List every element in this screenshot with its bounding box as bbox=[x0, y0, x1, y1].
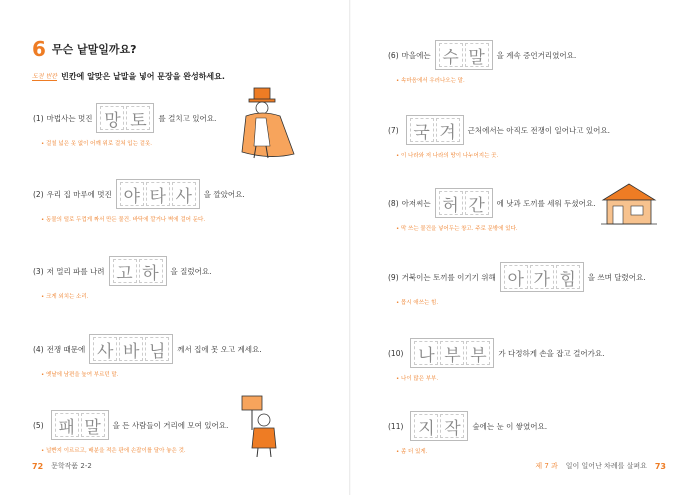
question-text-after: 을 쓰며 달렸어요. bbox=[587, 272, 646, 282]
answer-boxes[interactable] bbox=[406, 115, 464, 145]
question-number: (7) bbox=[388, 125, 399, 135]
answer-cell[interactable]: 국 bbox=[410, 118, 434, 142]
question-1 bbox=[33, 103, 216, 147]
answer-cell[interactable]: 님 bbox=[145, 337, 169, 361]
hint-text: • 속마음에서 우러나오는 말. bbox=[396, 76, 576, 84]
shed-illustration bbox=[599, 180, 659, 228]
question-number: (8) bbox=[388, 198, 399, 208]
section-title: 무슨 낱말일까요? bbox=[51, 43, 137, 56]
question-number: (11) bbox=[388, 421, 404, 431]
question-text-before: 마을에는 bbox=[401, 50, 431, 60]
answer-cell[interactable]: 지 bbox=[414, 414, 438, 438]
answer-cell[interactable]: 패 bbox=[55, 413, 79, 437]
section-header bbox=[32, 39, 137, 59]
question-text-after: 숲에는 눈 이 쌓였어요. bbox=[472, 421, 548, 431]
page-number: 73 bbox=[654, 461, 666, 471]
question-number: (6) bbox=[388, 50, 399, 60]
answer-cell[interactable]: 하 bbox=[139, 259, 163, 283]
right-page bbox=[351, 0, 700, 495]
answer-cell[interactable]: 타 bbox=[146, 182, 170, 206]
question-text-after: 께서 집에 못 오고 계세요. bbox=[177, 344, 262, 354]
question-6 bbox=[388, 40, 576, 84]
chapter-title: 일이 일어난 차례를 살펴요 bbox=[565, 462, 647, 470]
question-text-before: 마법사는 멋진 bbox=[46, 113, 93, 123]
answer-boxes[interactable] bbox=[96, 103, 154, 133]
question-8 bbox=[388, 188, 595, 232]
question-number: (9) bbox=[388, 272, 399, 282]
question-3 bbox=[33, 256, 212, 300]
instruction-tag: 도전 빈칸 bbox=[32, 72, 58, 80]
question-2 bbox=[33, 179, 245, 223]
page-number: 72 bbox=[32, 461, 44, 471]
answer-boxes[interactable] bbox=[109, 256, 167, 286]
answer-cell[interactable]: 사 bbox=[172, 182, 196, 206]
answer-cell[interactable]: 부 bbox=[440, 341, 464, 365]
answer-cell[interactable]: 부 bbox=[466, 341, 490, 365]
question-text-before: 우리 집 마루에 멋진 bbox=[46, 189, 112, 199]
answer-boxes[interactable] bbox=[410, 338, 494, 368]
answer-cell[interactable]: 간 bbox=[465, 191, 489, 215]
hint-text: • 동물의 털로 두껍게 짜서 만든 물건. 바닥에 깔거나 벽에 걸어 둔다. bbox=[41, 215, 245, 223]
answer-boxes[interactable] bbox=[51, 410, 109, 440]
question-text-before: 아저씨는 bbox=[401, 198, 431, 208]
magician-illustration bbox=[236, 86, 300, 160]
question-text-before: 거북이는 토끼를 이기기 위해 bbox=[401, 272, 496, 282]
question-number: (3) bbox=[33, 266, 44, 276]
hint-text: • 이 나라와 저 나라의 땅이 나누어지는 곳. bbox=[396, 151, 610, 159]
question-text-before: 저 멀리 파를 나려 bbox=[46, 266, 105, 276]
instruction-text: 빈칸에 알맞은 낱말을 넣어 문장을 완성하세요. bbox=[61, 72, 225, 81]
answer-cell[interactable]: 아 bbox=[504, 265, 528, 289]
question-11 bbox=[388, 411, 547, 455]
question-number: (2) bbox=[33, 189, 44, 199]
answer-boxes[interactable] bbox=[89, 334, 173, 364]
answer-cell[interactable]: 사 bbox=[93, 337, 117, 361]
instruction bbox=[32, 71, 225, 82]
answer-cell[interactable]: 작 bbox=[440, 414, 464, 438]
hint-text: • 좀 더 있게. bbox=[396, 447, 547, 455]
answer-cell[interactable]: 망 bbox=[100, 106, 124, 130]
section-number: 6 bbox=[32, 37, 46, 61]
question-10 bbox=[388, 338, 605, 382]
question-7 bbox=[388, 115, 610, 159]
question-number: (5) bbox=[33, 420, 44, 430]
answer-cell[interactable]: 가 bbox=[530, 265, 554, 289]
question-text-after: 를 걸치고 있어요. bbox=[158, 113, 217, 123]
answer-boxes[interactable] bbox=[410, 411, 468, 441]
hint-text: • 크게 외치는 소리. bbox=[41, 292, 212, 300]
protester-illustration bbox=[240, 394, 282, 458]
answer-cell[interactable]: 말 bbox=[465, 43, 489, 67]
hint-text: • 걸칠 넓은 옷 없이 어깨 위로 걸쳐 입는 겉옷. bbox=[41, 139, 216, 147]
page-footer bbox=[32, 461, 92, 471]
question-text-before: 전쟁 때문에 bbox=[46, 344, 86, 354]
answer-cell[interactable]: 고 bbox=[113, 259, 137, 283]
left-page bbox=[0, 0, 349, 495]
page-footer bbox=[535, 461, 666, 471]
question-text-after: 을 질렀어요. bbox=[170, 266, 212, 276]
question-number: (1) bbox=[33, 113, 44, 123]
hint-text: • 널빤지 이르르고, 배분을 적은 판에 손잡이를 달아 놓은 것. bbox=[41, 446, 228, 454]
book-title: 문학작품 2-2 bbox=[51, 462, 92, 470]
question-text-after: 을 든 사람들이 거리에 모여 있어요. bbox=[112, 420, 229, 430]
hint-text: • 몹시 애쓰는 힘. bbox=[396, 298, 646, 306]
answer-cell[interactable]: 겨 bbox=[436, 118, 460, 142]
answer-boxes[interactable] bbox=[500, 262, 584, 292]
answer-cell[interactable]: 토 bbox=[126, 106, 150, 130]
hint-text: • 나이 많은 부부. bbox=[396, 374, 605, 382]
section-label: 제 7 과 bbox=[535, 462, 558, 470]
answer-boxes[interactable] bbox=[116, 179, 200, 209]
hint-text: • 옛날에 남편을 높여 부르던 말. bbox=[41, 370, 262, 378]
answer-cell[interactable]: 바 bbox=[119, 337, 143, 361]
question-text-after: 가 다정하게 손을 잡고 걸어가요. bbox=[498, 348, 605, 358]
question-9 bbox=[388, 262, 646, 306]
answer-cell[interactable]: 말 bbox=[81, 413, 105, 437]
question-text-after: 근처에서는 아직도 전쟁이 일어나고 있어요. bbox=[467, 125, 610, 135]
question-number: (10) bbox=[388, 348, 404, 358]
question-number: (4) bbox=[33, 344, 44, 354]
answer-cell[interactable]: 허 bbox=[439, 191, 463, 215]
question-text-after: 을 계속 증언거리였어요. bbox=[496, 50, 577, 60]
question-text-after: 을 깔았어요. bbox=[203, 189, 245, 199]
answer-cell[interactable]: 수 bbox=[439, 43, 463, 67]
question-text-after: 에 낫과 도끼를 세워 두셨어요. bbox=[496, 198, 596, 208]
answer-cell[interactable]: 나 bbox=[414, 341, 438, 365]
answer-cell[interactable]: 힘 bbox=[556, 265, 580, 289]
answer-boxes[interactable] bbox=[435, 188, 493, 218]
question-5 bbox=[33, 410, 228, 454]
hint-text: • 막 쓰는 물건을 넣어두는 창고. 주로 문밖에 있다. bbox=[396, 224, 595, 232]
question-4 bbox=[33, 334, 262, 378]
answer-cell[interactable]: 야 bbox=[120, 182, 144, 206]
answer-boxes[interactable] bbox=[435, 40, 493, 70]
